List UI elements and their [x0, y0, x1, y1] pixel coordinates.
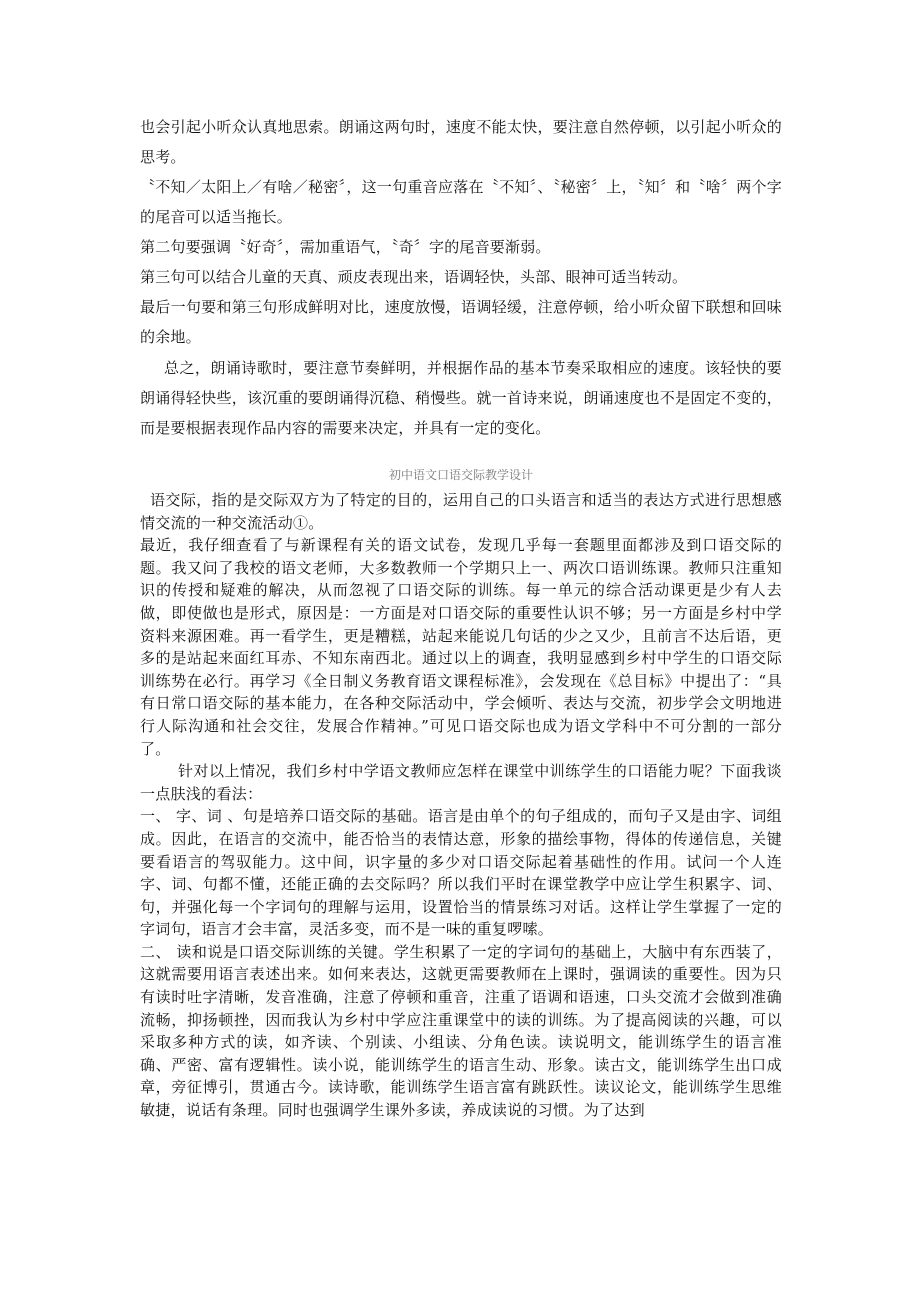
- numbered-paragraph-2: 二、 读和说是口语交际训练的关键。学生积累了一定的字词句的基础上，大脑中有东西装了，这就需要用语言表述出来。如何来表达，这就更需要教师在上课时，强调读的重要性。因为只有读时吐字清晰，发音准确，注意了停顿和重音，注重了语调和语速，口头交流才会做到准确流畅，抑扬顿挫，因而我认为乡村中学应注重课堂中的读的训练。为了提高阅读的兴趣，可以采取多种方式的读，如齐读、个别读、小组读、分角色读。读说明文，能训练学生的语言准确、严密、富有逻辑性。读小说，能训练学生的语言生动、形象。读古文，能训练学生出口成章，旁征博引，贯通古今。读诗歌，能训练学生语言富有跳跃性。读议论文，能训练学生思维敏捷，说话有条理。同时也强调学生课外多读，养成读说的习惯。为了达到: [140, 942, 782, 1120]
- paragraph: 第二句要强调〝好奇〞，需加重语气，〝奇〞字的尾音要渐弱。: [140, 238, 551, 256]
- paragraph: 语交际，指的是交际双方为了特定的目的，运用自己的口头语言和适当的表达方式进行思想感情交流的一种交流活动①。: [140, 491, 782, 532]
- numbered-paragraph-1: 一、 字、词 、句是培养口语交际的基础。语言是由单个的句子组成的，而句子又是由字、词组成。因此，在语言的交流中，能否恰当的表情达意，形象的描绘事物，得体的传递信息，关键要看语言的驾驭能力。这中间，识字量的多少对口语交际起着基础性的作用。试问一个人连字、词、句都不懂，还能正确的去交际吗？所以我们平时在课堂教学中应让学生积累字、词、句，并强化每一个字词句的理解与运用，设置恰当的情景练习对话。这样让学生掌握了一定的字词句，语言才会丰富，灵活多变，而不是一味的重复啰嗦。: [140, 807, 782, 939]
- poetry-recitation-section: [140, 112, 782, 443]
- paragraph: 针对以上情况，我们乡村中学语文教师应怎样在课堂中训练学生的口语能力呢？下面我谈一点肤浅的看法：: [140, 762, 782, 803]
- document-page: [140, 112, 782, 1122]
- oral-communication-section: [140, 489, 782, 1122]
- summary-paragraph: 总之，朗诵诗歌时，要注意节奏鲜明，并根据作品的基本节奏采取相应的速度。该轻快的要朗诵得轻快些，该沉重的要朗诵得沉稳、稍慢些。就一首诗来说，朗诵速度也不是固定不变的，而是要根据表现作品内容的需要来决定，并具有一定的变化。: [140, 359, 782, 437]
- paragraph: 最后一句要和第三句形成鲜明对比，速度放慢，语调轻缓，注意停顿，给小听众留下联想和回味的余地。: [140, 298, 782, 346]
- paragraph: 最近，我仔细查看了与新课程有关的语文试卷，发现几乎每一套题里面都涉及到口语交际的题。我又问了我校的语文老师，大多数教师一个学期只上一、两次口语训练课。教师只注重知识的传授和疑难的解决，从而忽视了口语交际的训练。每一单元的综合活动课更是少有人去做，即使做也是形式，原因是：一方面是对口语交际的重要性认识不够；另一方面是乡村中学资料来源困难。再一看学生，更是糟糕，站起来能说几句话的少之又少，且前言不达后语，更多的是站起来面红耳赤、不知东南西北。通过以上的调查，我明显感到乡村中学生的口语交际训练势在必行。再学习《全日制义务教育语文课程标准》，会发现在《总目标》中提出了：“具有日常口语交际的基本能力，在各种交际活动中，学会倾听、表达与交流，初步学会文明地进行人际沟通和社会交往，发展合作精神。”可见口语交际也成为语文学科中不可分割的一部分了。: [140, 536, 782, 758]
- paragraph: 〝不知／太阳上／有啥／秘密〞，这一句重音应落在〝不知〞、〝秘密〞上，〝知〞和〝啥〞两个字的尾音可以适当拖长。: [140, 178, 782, 226]
- paragraph: 第三句可以结合儿童的天真、顽皮表现出来，语调轻快，头部、眼神可适当转动。: [140, 268, 688, 286]
- paragraph: 也会引起小听众认真地思索。朗诵这两句时，速度不能太快，要注意自然停顿，以引起小听众的思考。: [140, 118, 782, 166]
- article-title: 初中语文口语交际教学设计: [388, 468, 533, 482]
